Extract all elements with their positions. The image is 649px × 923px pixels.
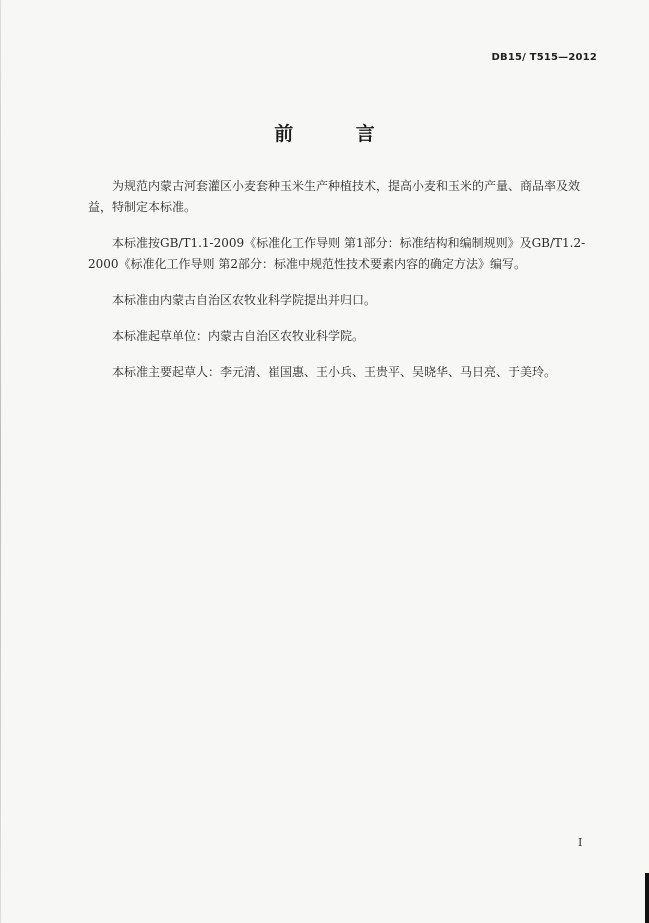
page-number: I xyxy=(578,836,583,849)
page-title: 前 言 xyxy=(274,123,403,145)
scan-edge-mark xyxy=(645,873,649,923)
paragraph-proposer: 本标准由内蒙古自治区农牧业科学院提出并归口。 xyxy=(112,293,377,307)
paragraph-purpose: 为规范内蒙古河套灌区小麦套种玉米生产种植技术，提高小麦和玉米的产量、商品率及效益，特制定本标准。 xyxy=(88,179,581,214)
document-code: DB15/ T515—2012 xyxy=(491,52,597,63)
paragraph-drafting-unit: 本标准起草单位：内蒙古自治区农牧业科学院。 xyxy=(112,329,365,343)
foreword-body xyxy=(88,176,598,398)
paragraph-drafters: 本标准主要起草人：李元清、崔国惠、王小兵、王贵平、吴晓华、马日亮、于美玲。 xyxy=(112,365,557,379)
paragraph-drafting-rules: 本标准按GB/T1.1-2009《标准化工作导则 第1部分：标准结构和编制规则》及GB/T1.2-2000《标准化工作导则 第2部分：标准中规范性技术要素内容的确定方法》编写。 xyxy=(88,236,586,271)
